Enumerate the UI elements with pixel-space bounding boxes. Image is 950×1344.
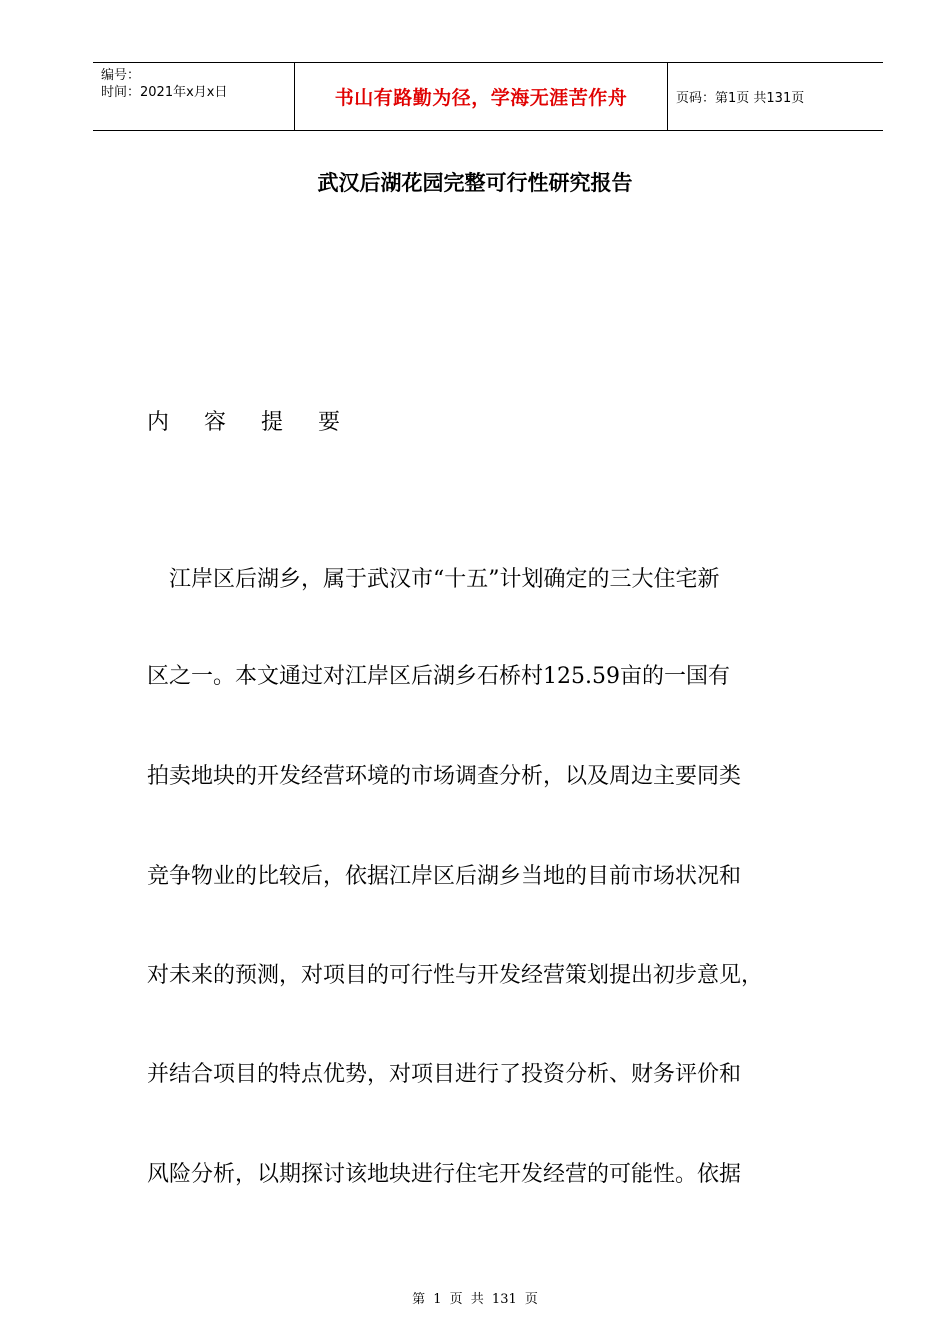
body-line-3: 拍卖地块的开发经营环境的市场调查分析，以及周边主要同类 (147, 764, 742, 789)
page-footer: 第 1 页 共 131 页 (412, 1292, 538, 1307)
body-line-7: 风险分析，以期探讨该地块进行住宅开发经营的可能性。依据 (147, 1162, 742, 1187)
page-header (93, 62, 883, 131)
body-line-1: 江岸区后湖乡，属于武汉市“十五”计划确定的三大住宅新 (169, 567, 720, 592)
body-line-6: 并结合项目的特点优势，对项目进行了投资分析、财务评价和 (147, 1062, 742, 1087)
header-page-cell (668, 63, 883, 130)
motto-text: 书山有路勤为径，学海无涯苦作舟 (334, 87, 628, 109)
document-title: 武汉后湖花园完整可行性研究报告 (317, 171, 633, 195)
header-page-info: 页码：第1页 共131页 (676, 91, 805, 106)
date-label: 时间：2021年x月x日 (101, 85, 228, 100)
header-meta-cell (93, 63, 295, 130)
body-line-5: 对未来的预测，对项目的可行性与开发经营策划提出初步意见， (147, 963, 764, 988)
body-line-2: 区之一。本文通过对江岸区后湖乡石桥村125.59亩的一国有 (147, 664, 730, 689)
section-heading: 内 容 提 要 (147, 410, 354, 435)
body-line-4: 竞争物业的比较后，依据江岸区后湖乡当地的目前市场状况和 (147, 864, 742, 889)
serial-number-label: 编号： (101, 68, 141, 83)
header-motto-cell (295, 63, 668, 130)
